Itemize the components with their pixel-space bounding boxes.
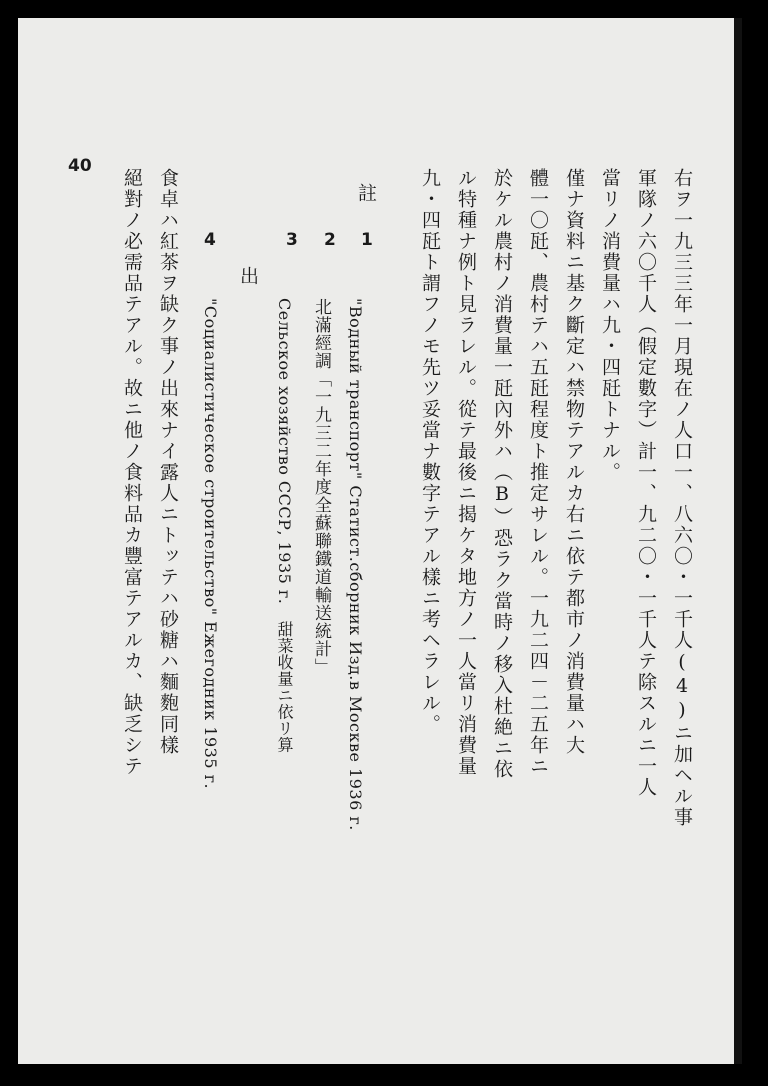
- note-number-2: 2: [324, 230, 336, 250]
- body-line-5: 體一〇瓩、農村テハ五瓩程度ト推定サレル。一九二四－二五年ニ: [527, 168, 549, 777]
- note-number-1: 1: [361, 230, 373, 250]
- note-text-3-continued: 出: [237, 266, 259, 287]
- body-line-1: 右ヲ一九三三年一月現在ノ人口一、八六〇・一千人(4)ニ加ヘル事: [671, 168, 693, 828]
- body-line-6: 於ケル農村ノ消費量一瓩內外ハ（B）恐ラク當時ノ移入杜絶ニ依: [491, 168, 513, 780]
- notes-heading: 註: [355, 183, 377, 204]
- note-text-1: "Водный транспорт" Статист.сборник Изд.в Москве 1936 г.: [346, 298, 365, 831]
- after-line-1: 食卓ハ紅茶ヲ缺ク事ノ出來ナイ露人ニトッテハ砂糖ハ麵麭同樣: [157, 168, 179, 756]
- body-line-8: 九・四瓩ト謂フノモ先ツ妥當ナ數字テアル樣ニ考ヘラレル。: [419, 168, 441, 735]
- page-number: 40: [68, 156, 92, 176]
- note-text-3: Сельское хозяйство СССР, 1935 г. 甜菜收量ニ依リ算: [275, 298, 294, 753]
- note-number-4: 4: [204, 230, 216, 250]
- body-line-4: 僅ナ資料ニ基ク斷定ハ禁物テアルカ右ニ依テ都市ノ消費量ハ大: [563, 168, 585, 756]
- body-line-3: 當リノ消費量ハ九・四瓩トナル。: [599, 168, 621, 483]
- body-line-2: 軍隊ノ六〇千人（假定數字）計一、九二〇・一千人テ除スルニ一人: [635, 168, 657, 798]
- after-line-2: 絕對ノ必需品テアル。故ニ他ノ食料品カ豐富テアルカ、缺乏シテ: [121, 168, 143, 777]
- note-text-4: "Социалистическое строительство" Ежегодник 1935 г.: [201, 298, 220, 790]
- note-number-3: 3: [286, 230, 298, 250]
- book-spine-edge: [734, 18, 742, 1064]
- note-text-2: 北滿經調「一九三二年度全蘇聯鐵道輸送統計」: [311, 298, 331, 676]
- body-line-7: ル特種ナ例ト見ラレル。從テ最後ニ揭ケタ地方ノ一人當リ消費量: [455, 168, 477, 777]
- document-page: [18, 18, 738, 1064]
